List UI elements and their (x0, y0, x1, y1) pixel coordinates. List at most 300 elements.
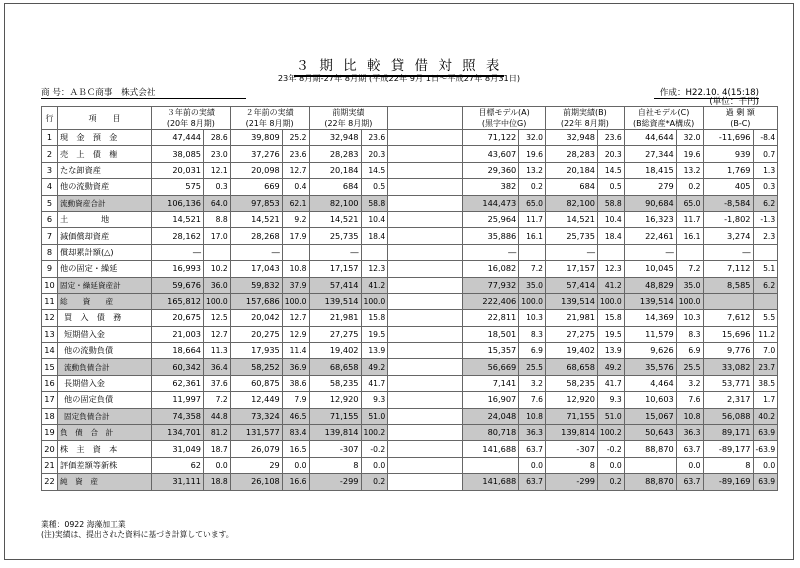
amount-cell: 25,735 (309, 228, 361, 244)
table-row (42, 179, 778, 195)
spacer-cell (388, 326, 463, 342)
amount-cell: 71,122 (463, 130, 519, 146)
percent-cell: 7.2 (676, 261, 703, 277)
table-row (42, 408, 778, 424)
amount-cell: 80,718 (463, 425, 519, 441)
amount-cell: 14,521 (152, 211, 204, 227)
table-row (42, 441, 778, 457)
row-item-label: 評価差額等新株 (58, 457, 152, 473)
percent-cell (676, 244, 703, 260)
percent-cell: 100.0 (519, 293, 546, 309)
percent-cell: 38.6 (282, 375, 309, 391)
amount-cell (624, 457, 676, 473)
amount-cell: 88,870 (624, 474, 676, 490)
percent-cell: -63.9 (753, 441, 778, 457)
amount-cell: 27,275 (546, 326, 598, 342)
amount-cell: 12,920 (309, 392, 361, 408)
percent-cell (519, 244, 546, 260)
percent-cell: 25.2 (282, 130, 309, 146)
percent-cell: 35.0 (519, 277, 546, 293)
percent-cell: 16.1 (676, 228, 703, 244)
amount-cell: 27,275 (309, 326, 361, 342)
spacer-cell (388, 162, 463, 178)
amount-cell: 33,082 (703, 359, 753, 375)
industry-label: 業種：0922 海藻加工業 (41, 520, 126, 529)
percent-cell: 49.2 (361, 359, 388, 375)
table-row (42, 162, 778, 178)
amount-cell: 7,612 (703, 310, 753, 326)
percent-cell: 19.5 (361, 326, 388, 342)
row-item-label: 他の固定負債 (58, 392, 152, 408)
amount-cell: 68,658 (309, 359, 361, 375)
amount-cell: 82,100 (309, 195, 361, 211)
amount-cell: 18,664 (152, 343, 204, 359)
company-name: 商 号：ＡＢＣ商事 株式会社 (41, 86, 246, 99)
percent-cell: 0.0 (598, 457, 625, 473)
row-number: 9 (42, 261, 58, 277)
row-item-label: 固定負債合計 (58, 408, 152, 424)
percent-cell: 10.3 (676, 310, 703, 326)
percent-cell: 23.6 (361, 130, 388, 146)
percent-cell: 10.2 (204, 261, 231, 277)
amount-cell: 35,886 (463, 228, 519, 244)
amount-cell: ― (463, 244, 519, 260)
amount-cell: 22,811 (463, 310, 519, 326)
amount-cell: 139,514 (546, 293, 598, 309)
row-item-label: 他の固定・繰延 (58, 261, 152, 277)
table-row (42, 211, 778, 227)
percent-cell: 36.3 (676, 425, 703, 441)
amount-cell: 20,042 (230, 310, 282, 326)
header-item: 項 目 (58, 107, 152, 130)
spacer-cell (388, 130, 463, 146)
percent-cell: 11.3 (204, 343, 231, 359)
amount-cell: 56,088 (703, 408, 753, 424)
amount-cell: 8 (703, 457, 753, 473)
row-number: 13 (42, 326, 58, 342)
percent-cell: 12.7 (282, 310, 309, 326)
percent-cell: 41.2 (598, 277, 625, 293)
amount-cell: 47,444 (152, 130, 204, 146)
percent-cell: 0.5 (361, 179, 388, 195)
amount-cell: -89,177 (703, 441, 753, 457)
percent-cell: 100.0 (598, 293, 625, 309)
percent-cell: 6.2 (753, 195, 778, 211)
percent-cell: 8.8 (204, 211, 231, 227)
amount-cell: ― (624, 244, 676, 260)
percent-cell: 51.0 (361, 408, 388, 424)
balance-sheet-table (41, 106, 778, 491)
amount-cell: 57,414 (309, 277, 361, 293)
percent-cell: 65.0 (519, 195, 546, 211)
amount-cell: 11,997 (152, 392, 204, 408)
percent-cell: 46.5 (282, 408, 309, 424)
percent-cell: 62.1 (282, 195, 309, 211)
percent-cell: 0.0 (753, 457, 778, 473)
table-row (42, 474, 778, 490)
percent-cell: 14.5 (361, 162, 388, 178)
percent-cell: 12.7 (204, 326, 231, 342)
amount-cell: ― (152, 244, 204, 260)
spacer-cell (388, 457, 463, 473)
amount-cell: 17,157 (546, 261, 598, 277)
spacer-cell (388, 310, 463, 326)
amount-cell: 24,048 (463, 408, 519, 424)
amount-cell: 939 (703, 146, 753, 162)
row-item-label: 総 資 産 (58, 293, 152, 309)
percent-cell: 38.5 (753, 375, 778, 391)
amount-cell: 26,079 (230, 441, 282, 457)
percent-cell: 0.2 (676, 179, 703, 195)
percent-cell: 7.2 (519, 261, 546, 277)
amount-cell: 57,414 (546, 277, 598, 293)
percent-cell: 10.3 (519, 310, 546, 326)
spacer-cell (388, 228, 463, 244)
percent-cell: 49.2 (598, 359, 625, 375)
table-body (42, 130, 778, 491)
percent-cell: 28.6 (204, 130, 231, 146)
row-item-label: 他の流動負債 (58, 343, 152, 359)
amount-cell: 58,235 (546, 375, 598, 391)
amount-cell: 27,344 (624, 146, 676, 162)
amount-cell: 20,184 (546, 162, 598, 178)
percent-cell: 7.9 (282, 392, 309, 408)
percent-cell: 1.7 (753, 392, 778, 408)
amount-cell: 88,870 (624, 441, 676, 457)
percent-cell: -1.3 (753, 211, 778, 227)
percent-cell: 100.2 (361, 425, 388, 441)
row-number: 8 (42, 244, 58, 260)
row-number: 2 (42, 146, 58, 162)
created-timestamp: 作成：H22.10. 4(15:18) (654, 86, 759, 99)
amount-cell: 31,049 (152, 441, 204, 457)
spacer-cell (388, 474, 463, 490)
header-col-prev-b: 前期実績(B) (22年 8月期) (546, 107, 625, 130)
amount-cell: 71,155 (309, 408, 361, 424)
header-row-no: 行 (42, 107, 58, 130)
row-number: 18 (42, 408, 58, 424)
header-col-2yrs-ago: ２年前の実績 (21年 8月期) (230, 107, 309, 130)
percent-cell: 44.8 (204, 408, 231, 424)
amount-cell: 11,579 (624, 326, 676, 342)
percent-cell: 36.0 (204, 277, 231, 293)
amount-cell: 56,669 (463, 359, 519, 375)
amount-cell: 669 (230, 179, 282, 195)
amount-cell: 157,686 (230, 293, 282, 309)
percent-cell: 58.8 (361, 195, 388, 211)
percent-cell: 11.7 (676, 211, 703, 227)
percent-cell: 8.3 (676, 326, 703, 342)
percent-cell: 0.2 (519, 179, 546, 195)
percent-cell: 15.8 (361, 310, 388, 326)
amount-cell: 9,626 (624, 343, 676, 359)
percent-cell: 17.0 (204, 228, 231, 244)
table-row (42, 326, 778, 342)
amount-cell (463, 457, 519, 473)
amount-cell: 15,067 (624, 408, 676, 424)
percent-cell: 6.9 (676, 343, 703, 359)
amount-cell: 59,676 (152, 277, 204, 293)
spacer-cell (388, 343, 463, 359)
percent-cell: 36.4 (204, 359, 231, 375)
table-row (42, 310, 778, 326)
percent-cell: 12.5 (204, 310, 231, 326)
amount-cell: 38,085 (152, 146, 204, 162)
amount-cell: 279 (624, 179, 676, 195)
percent-cell: 12.9 (282, 326, 309, 342)
amount-cell: -299 (309, 474, 361, 490)
amount-cell: 53,771 (703, 375, 753, 391)
amount-cell: 39,809 (230, 130, 282, 146)
row-number: 7 (42, 228, 58, 244)
row-item-label: 株 主 資 本 (58, 441, 152, 457)
percent-cell: 13.9 (598, 343, 625, 359)
table-row (42, 293, 778, 309)
amount-cell: 18,415 (624, 162, 676, 178)
percent-cell: 0.3 (753, 179, 778, 195)
percent-cell: 7.0 (753, 343, 778, 359)
amount-cell: 12,920 (546, 392, 598, 408)
amount-cell: 25,964 (463, 211, 519, 227)
percent-cell (361, 244, 388, 260)
row-item-label: 長期借入金 (58, 375, 152, 391)
row-item-label: 固定・繰延資産計 (58, 277, 152, 293)
percent-cell: -8.4 (753, 130, 778, 146)
amount-cell: 20,098 (230, 162, 282, 178)
spacer-cell (388, 441, 463, 457)
row-number: 5 (42, 195, 58, 211)
row-number: 1 (42, 130, 58, 146)
amount-cell: 32,948 (546, 130, 598, 146)
amount-cell: 97,853 (230, 195, 282, 211)
amount-cell: 684 (309, 179, 361, 195)
amount-cell: 44,644 (624, 130, 676, 146)
percent-cell: 41.7 (361, 375, 388, 391)
amount-cell: 50,643 (624, 425, 676, 441)
report-period: 23年 8月期-27年 8月期 (平成22年 9月 1日～平成27年 8月31日) (277, 73, 521, 83)
percent-cell: 36.3 (519, 425, 546, 441)
percent-cell (282, 244, 309, 260)
percent-cell: 63.7 (676, 441, 703, 457)
percent-cell: 63.9 (753, 425, 778, 441)
percent-cell: 13.2 (676, 162, 703, 178)
amount-cell: 8,585 (703, 277, 753, 293)
amount-cell: 22,461 (624, 228, 676, 244)
percent-cell: 16.1 (519, 228, 546, 244)
amount-cell: 25,735 (546, 228, 598, 244)
percent-cell: 17.9 (282, 228, 309, 244)
percent-cell: 0.0 (361, 457, 388, 473)
percent-cell: 100.0 (282, 293, 309, 309)
spacer-cell (388, 179, 463, 195)
percent-cell: 8.3 (519, 326, 546, 342)
amount-cell: -89,169 (703, 474, 753, 490)
percent-cell: 35.0 (676, 277, 703, 293)
percent-cell: 5.1 (753, 261, 778, 277)
percent-cell: 6.9 (519, 343, 546, 359)
amount-cell: 28,283 (309, 146, 361, 162)
percent-cell: 0.0 (519, 457, 546, 473)
spacer-cell (388, 293, 463, 309)
amount-cell: ― (230, 244, 282, 260)
amount-cell: 60,875 (230, 375, 282, 391)
table-row (42, 277, 778, 293)
spacer-cell (388, 244, 463, 260)
amount-cell: -8,584 (703, 195, 753, 211)
header-col-target-model: 目標モデル(A) (黒字中位G) (463, 107, 546, 130)
table-row (42, 146, 778, 162)
percent-cell: -0.2 (598, 441, 625, 457)
percent-cell: 36.9 (282, 359, 309, 375)
row-item-label: 他の流動資産 (58, 179, 152, 195)
amount-cell: 14,521 (309, 211, 361, 227)
percent-cell: 13.2 (519, 162, 546, 178)
amount-cell: 20,675 (152, 310, 204, 326)
amount-cell: 10,603 (624, 392, 676, 408)
percent-cell: 23.7 (753, 359, 778, 375)
percent-cell: 10.8 (519, 408, 546, 424)
spacer-cell (388, 408, 463, 424)
amount-cell: 19,402 (546, 343, 598, 359)
amount-cell: 17,043 (230, 261, 282, 277)
percent-cell: 18.4 (361, 228, 388, 244)
amount-cell: 21,003 (152, 326, 204, 342)
amount-cell: 139,514 (624, 293, 676, 309)
row-item-label: 流動資産合計 (58, 195, 152, 211)
percent-cell: 14.5 (598, 162, 625, 178)
percent-cell: 65.0 (676, 195, 703, 211)
percent-cell: 25.5 (676, 359, 703, 375)
amount-cell: 8 (309, 457, 361, 473)
percent-cell: 58.8 (598, 195, 625, 211)
amount-cell: ― (309, 244, 361, 260)
percent-cell: 63.7 (676, 474, 703, 490)
row-item-label: 減価償却資産 (58, 228, 152, 244)
header-col-prev: 前期実績 (22年 8月期) (309, 107, 388, 130)
amount-cell: 165,812 (152, 293, 204, 309)
amount-cell: 82,100 (546, 195, 598, 211)
row-number: 11 (42, 293, 58, 309)
percent-cell: 0.5 (598, 179, 625, 195)
amount-cell: 15,696 (703, 326, 753, 342)
percent-cell: 13.9 (361, 343, 388, 359)
percent-cell: 63.7 (519, 441, 546, 457)
percent-cell: 25.5 (519, 359, 546, 375)
percent-cell: 83.4 (282, 425, 309, 441)
percent-cell: 10.4 (361, 211, 388, 227)
amount-cell: 4,464 (624, 375, 676, 391)
percent-cell: 0.0 (204, 457, 231, 473)
table-header-row (42, 107, 778, 130)
amount-cell: 20,031 (152, 162, 204, 178)
percent-cell: 23.6 (282, 146, 309, 162)
table-row (42, 130, 778, 146)
amount-cell: 684 (546, 179, 598, 195)
amount-cell: 405 (703, 179, 753, 195)
table-row (42, 457, 778, 473)
percent-cell: 23.0 (204, 146, 231, 162)
table-row (42, 359, 778, 375)
amount-cell: 58,252 (230, 359, 282, 375)
amount-cell: 575 (152, 179, 204, 195)
row-item-label: 買 入 債 務 (58, 310, 152, 326)
percent-cell: 20.3 (598, 146, 625, 162)
amount-cell: 144,473 (463, 195, 519, 211)
percent-cell: 37.9 (282, 277, 309, 293)
amount-cell: 21,981 (309, 310, 361, 326)
table-row (42, 392, 778, 408)
percent-cell: 100.2 (598, 425, 625, 441)
percent-cell: 11.7 (519, 211, 546, 227)
amount-cell: 9,776 (703, 343, 753, 359)
amount-cell: 58,235 (309, 375, 361, 391)
spacer-cell (388, 195, 463, 211)
amount-cell: 20,184 (309, 162, 361, 178)
percent-cell: 0.7 (753, 146, 778, 162)
percent-cell: 12.3 (598, 261, 625, 277)
spacer-cell (388, 146, 463, 162)
percent-cell: 18.7 (204, 441, 231, 457)
amount-cell: 90,684 (624, 195, 676, 211)
percent-cell: 7.6 (519, 392, 546, 408)
percent-cell: 11.2 (753, 326, 778, 342)
amount-cell: 8 (546, 457, 598, 473)
spacer-cell (388, 375, 463, 391)
percent-cell: 41.2 (361, 277, 388, 293)
amount-cell: 60,342 (152, 359, 204, 375)
spacer-cell (388, 425, 463, 441)
percent-cell: 11.4 (282, 343, 309, 359)
amount-cell: 141,688 (463, 441, 519, 457)
amount-cell: 35,576 (624, 359, 676, 375)
percent-cell: 20.3 (361, 146, 388, 162)
amount-cell: 12,449 (230, 392, 282, 408)
unit-label: (単位：千円) (709, 97, 759, 107)
percent-cell (204, 244, 231, 260)
amount-cell: -1,802 (703, 211, 753, 227)
percent-cell: 12.1 (204, 162, 231, 178)
amount-cell: 20,275 (230, 326, 282, 342)
percent-cell: 40.2 (753, 408, 778, 424)
percent-cell: 1.3 (753, 162, 778, 178)
amount-cell: 16,323 (624, 211, 676, 227)
percent-cell: 10.8 (282, 261, 309, 277)
amount-cell: 89,171 (703, 425, 753, 441)
table-row (42, 228, 778, 244)
amount-cell: 139,814 (309, 425, 361, 441)
amount-cell: 1,769 (703, 162, 753, 178)
amount-cell: 77,932 (463, 277, 519, 293)
percent-cell: 2.3 (753, 228, 778, 244)
percent-cell: 18.8 (204, 474, 231, 490)
percent-cell: 10.4 (598, 211, 625, 227)
percent-cell: 63.7 (519, 474, 546, 490)
percent-cell: 9.3 (598, 392, 625, 408)
amount-cell: 28,162 (152, 228, 204, 244)
amount-cell: 19,402 (309, 343, 361, 359)
amount-cell: 18,501 (463, 326, 519, 342)
percent-cell: 19.6 (676, 146, 703, 162)
header-col-own-model: 自社モデル(C) (B総資産*A構成) (624, 107, 703, 130)
amount-cell: 139,514 (309, 293, 361, 309)
row-item-label: 土 地 (58, 211, 152, 227)
amount-cell: 106,136 (152, 195, 204, 211)
percent-cell: 100.0 (204, 293, 231, 309)
row-item-label: 現 金 預 金 (58, 130, 152, 146)
percent-cell: 0.2 (598, 474, 625, 490)
percent-cell: 0.2 (361, 474, 388, 490)
percent-cell: 12.7 (282, 162, 309, 178)
